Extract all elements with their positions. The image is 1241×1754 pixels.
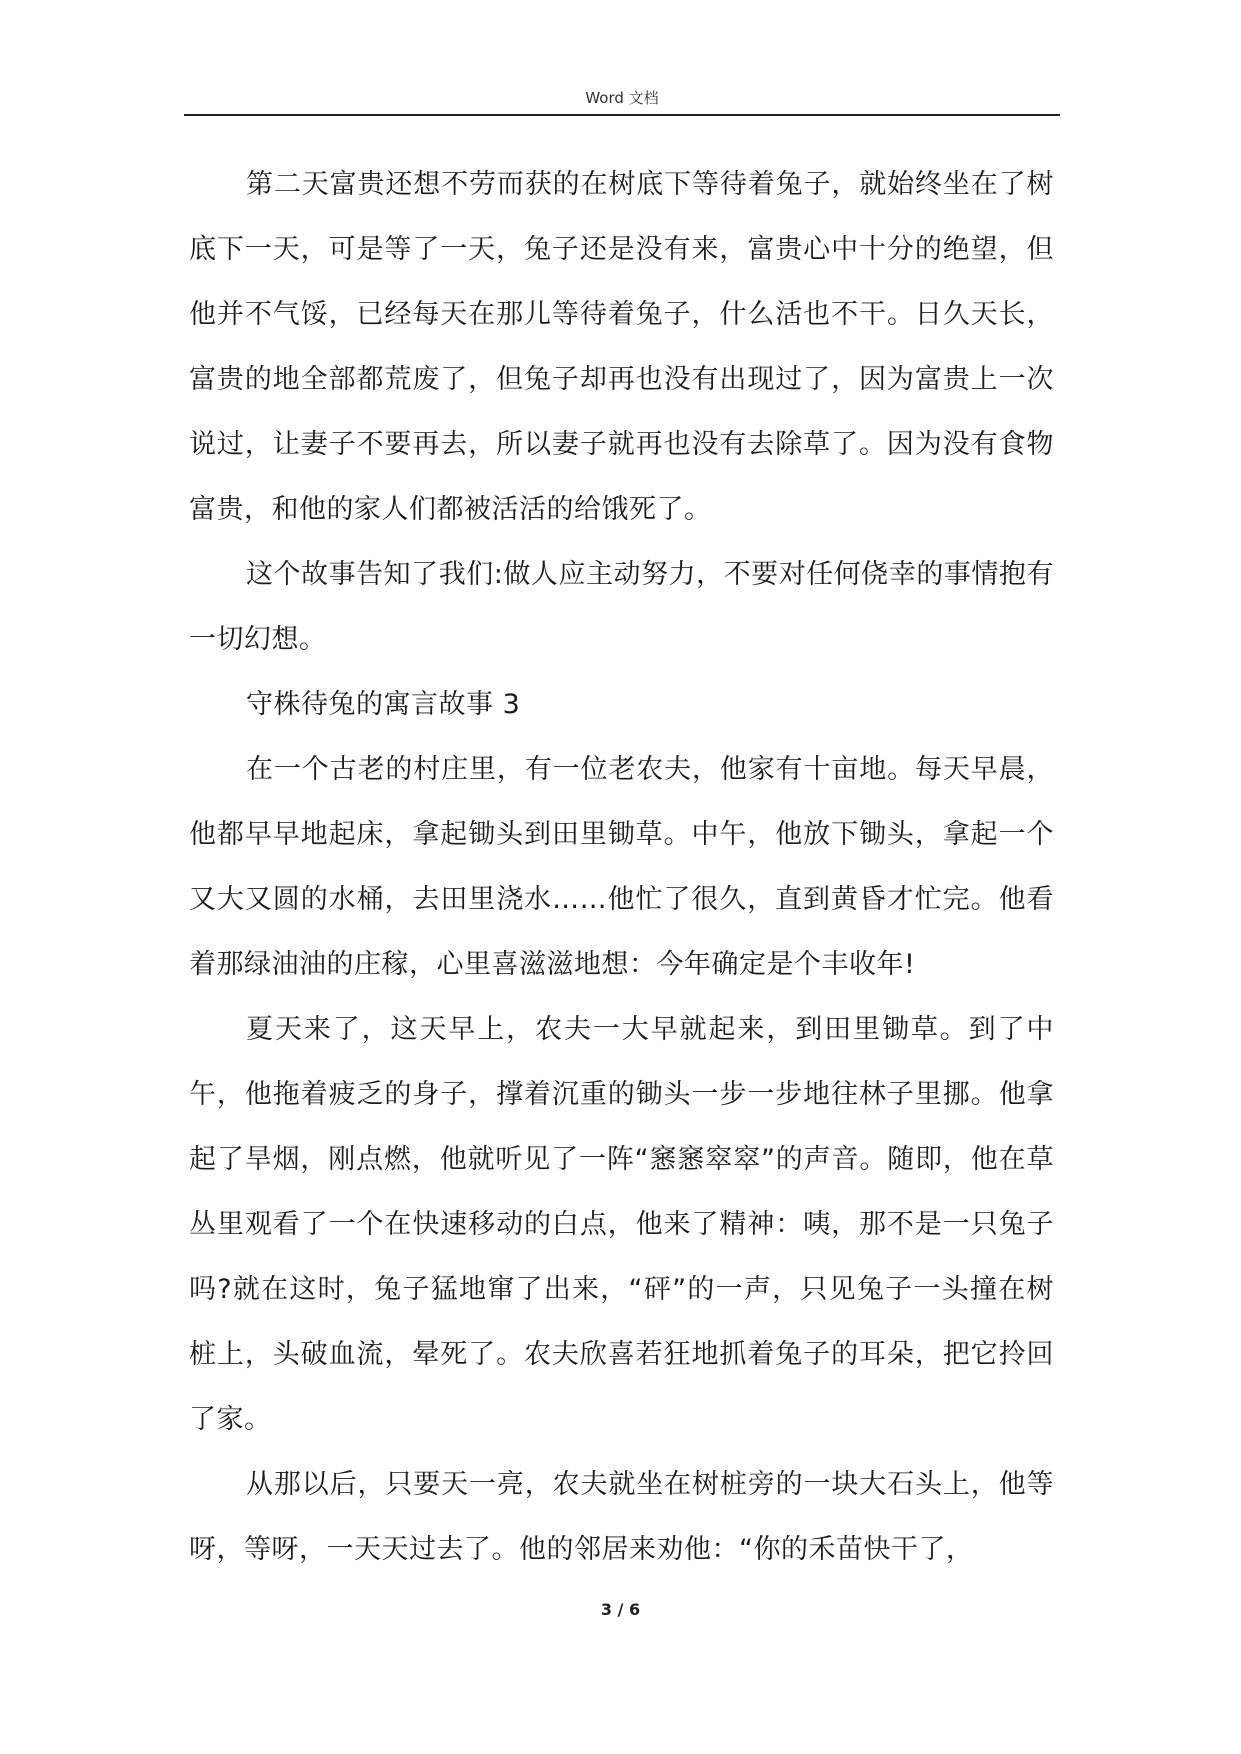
document-body (189, 152, 1054, 1582)
paragraph: 夏天来了，这天早上，农夫一大早就起来，到田里锄草。到了中午，他拖着疲乏的身子，撑着沉重的锄头一步一步地往林子里挪。他拿起了旱烟，刚点燃，他就听见了一阵“窸窸窣窣”的声音。随即，他在草丛里观看了一个在快速移动的白点，他来了精神：咦，那不是一只兔子吗?就在这时，兔子猛地窜了出来，“砰”的一声，只见兔子一头撞在树桩上，头破血流，晕死了。农夫欣喜若狂地抓着兔子的耳朵，把它拎回了家。 (189, 1014, 1054, 1435)
page-header: Word 文档 (585, 89, 659, 107)
paragraph: 这个故事告知了我们:做人应主动努力，不要对任何侥幸的事情抱有一切幻想。 (189, 559, 1054, 655)
page-number: 3 / 6 (600, 1600, 641, 1619)
paragraph: 第二天富贵还想不劳而获的在树底下等待着兔子，就始终坐在了树底下一天，可是等了一天，兔子还是没有来，富贵心中十分的绝望，但他并不气馁，已经每天在那儿等待着兔子，什么活也不干。日久天长，富贵的地全部都荒废了，但兔子却再也没有出现过了，因为富贵上一次说过，让妻子不要再去，所以妻子就再也没有去除草了。因为没有食物富贵，和他的家人们都被活活的给饿死了。 (189, 169, 1054, 525)
paragraph: 从那以后，只要天一亮，农夫就坐在树桩旁的一块大石头上，他等呀，等呀，一天天过去了。他的邻居来劝他：“你的禾苗快干了， (189, 1469, 1054, 1565)
section-heading: 守株待兔的寓言故事 3 (246, 689, 521, 720)
paragraph: 在一个古老的村庄里，有一位老农夫，他家有十亩地。每天早晨，他都早早地起床，拿起锄头到田里锄草。中午，他放下锄头，拿起一个又大又圆的水桶，去田里浇水……他忙了很久，直到黄昏才忙完。他看着那绿油油的庄稼，心里喜滋滋地想：今年确定是个丰收年! (189, 754, 1054, 980)
header-divider (184, 114, 1060, 116)
